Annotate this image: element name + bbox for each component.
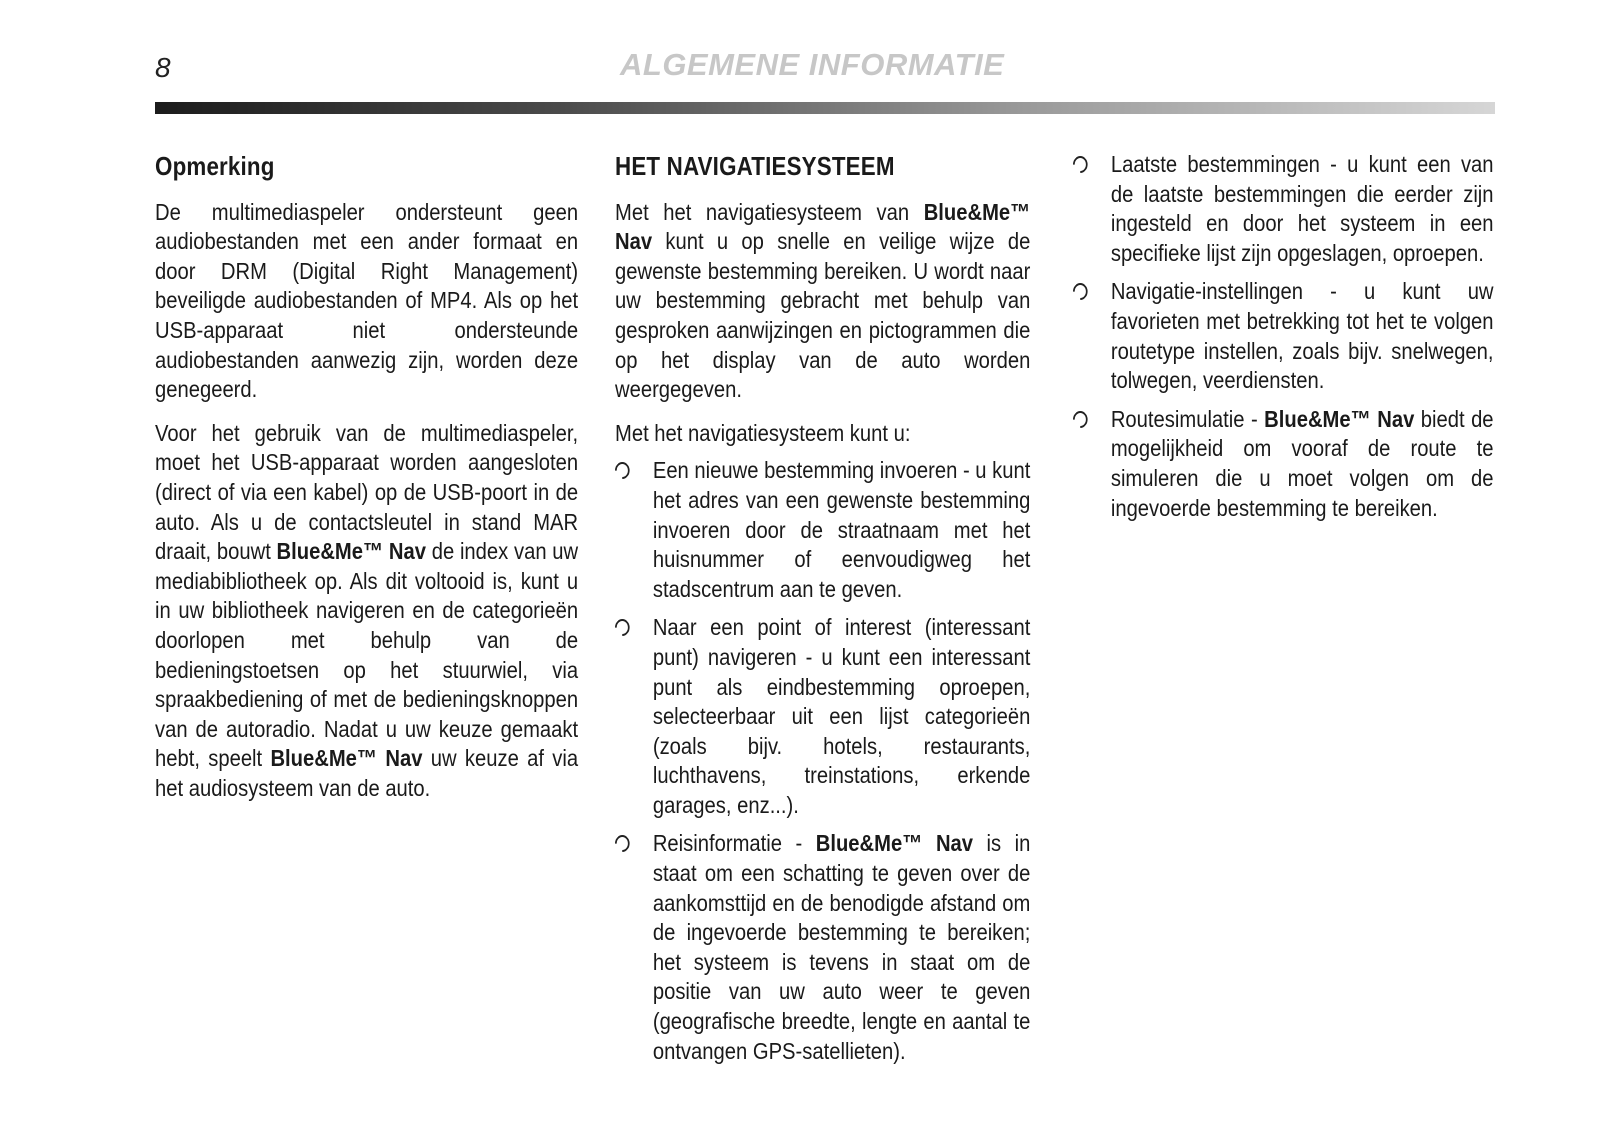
paragraph-text: kunt u op snelle en veilige wijze de gewenste bestemming bereiken. U wordt naar uw bestemming gebracht met behulp van gesproken aanwijzingen en pictogrammen die op het display van de auto worden weergegeven.	[615, 228, 1031, 403]
column-middle	[615, 150, 1030, 1075]
column-right	[1073, 150, 1494, 532]
paragraph-text: uw keuze af via het audiosysteem van de auto.	[155, 745, 579, 801]
brand-name: Blue&Me™ Nav	[815, 830, 974, 857]
list-item	[1073, 405, 1494, 523]
list-item	[615, 829, 1030, 1066]
brand-name: Blue&Me™ Nav	[615, 198, 1031, 255]
paragraph-nav-intro	[615, 198, 1030, 405]
list-item-text: Laatste bestemmingen - u kunt een van de laatste bestemmingen die eerder zijn ingesteld en door het systeem in een specifieke lijst zijn opgeslagen, oproepen.	[1110, 151, 1494, 266]
brand-name: Blue&Me™ Nav	[1264, 405, 1415, 432]
bullet-circle-icon	[1070, 152, 1091, 176]
bullet-circle-icon	[1070, 280, 1091, 304]
bullet-circle-icon	[1070, 407, 1091, 431]
bullet-circle-icon	[612, 459, 633, 483]
paragraph-format-note: De multimediaspeler ondersteunt geen audiobestanden met een ander formaat en door DRM (Digital Right Management) beveiligde audiobestanden of MP4. Als op het USB-apparaat niet ondersteunde audiobestanden aanwezig zijn, worden deze genegeerd.	[155, 198, 579, 403]
list-item-text: Naar een point of interest (interessant punt) navigeren - u kunt een interessant punt als eindbestemming oproepen, selecteerbaar uit een lijst categorieën (zoals bijv. hotels, restaurants, luchthavens, treinstations, erkende garages, enz...).	[652, 614, 1031, 818]
list-item-text: Een nieuwe bestemming invoeren - u kunt het adres van een gewenste bestemming invoeren door de straatnaam met het huisnummer of eenvoudigweg het stadscentrum aan te geven.	[652, 457, 1031, 602]
page-number: 8	[155, 52, 171, 83]
paragraph-nav-lead: Met het navigatiesysteem kunt u:	[615, 419, 911, 446]
list-item	[1073, 277, 1494, 395]
header-divider-bar	[155, 102, 1495, 114]
paragraph-text: Met het navigatiesysteem van	[615, 198, 924, 225]
list-item	[615, 456, 1030, 604]
paragraph-text: de index van uw mediabibliotheek op. Als dit voltooid is, kunt u in uw bibliotheek navigeren en de categorieën doorlopen met behulp van de bedieningstoetsen op het stuurwiel, via spraakbediening of met de bedieningsknoppen van de autoradio. Nadat u uw keuze gemaakt hebt, speelt	[155, 538, 579, 772]
list-item-text: Navigatie-instellingen - u kunt uw favorieten met betrekking tot het te volgen routetype instellen, zoals bijv. snelwegen, tolwegen, veerdiensten.	[1110, 278, 1494, 394]
list-item-text: Routesimulatie -	[1110, 405, 1265, 432]
list-item	[1073, 150, 1494, 268]
heading-opmerking: Opmerking	[155, 151, 275, 181]
list-item-text: biedt de mogelijkheid om vooraf de route te simuleren die u moet volgen om de ingevoerde bestemming te bereiken.	[1110, 405, 1494, 521]
nav-features-list	[615, 456, 1030, 1066]
bullet-circle-icon	[612, 616, 633, 640]
brand-name: Blue&Me™ Nav	[270, 745, 423, 772]
section-title: ALGEMENE INFORMATIE	[620, 47, 1005, 82]
list-item-text: is in staat om een schatting te geven over de aankomsttijd en de benodigde afstand om de ingevoerde bestemming te bereiken; het systeem is tevens in staat om de positie van uw auto weer te geven (geografische breedte, lengte en aantal te ontvangen GPS-satellieten).	[652, 830, 1031, 1064]
list-item	[615, 613, 1030, 820]
bullet-circle-icon	[612, 832, 633, 856]
paragraph-usage-instructions	[155, 419, 578, 804]
list-item-text: Reisinformatie -	[652, 830, 816, 857]
brand-name: Blue&Me™ Nav	[276, 538, 427, 565]
nav-features-list-continued	[1073, 150, 1494, 523]
heading-navigatiesysteem: HET NAVIGATIESYSTEEM	[615, 151, 895, 181]
column-left	[155, 150, 578, 817]
paragraph-text: Voor het gebruik van de multimediaspeler, moet het USB-apparaat worden aangesloten (direct of via een kabel) op de USB-poort in de auto. Als u de contactsleutel in stand MAR draait, bouwt	[155, 419, 579, 565]
